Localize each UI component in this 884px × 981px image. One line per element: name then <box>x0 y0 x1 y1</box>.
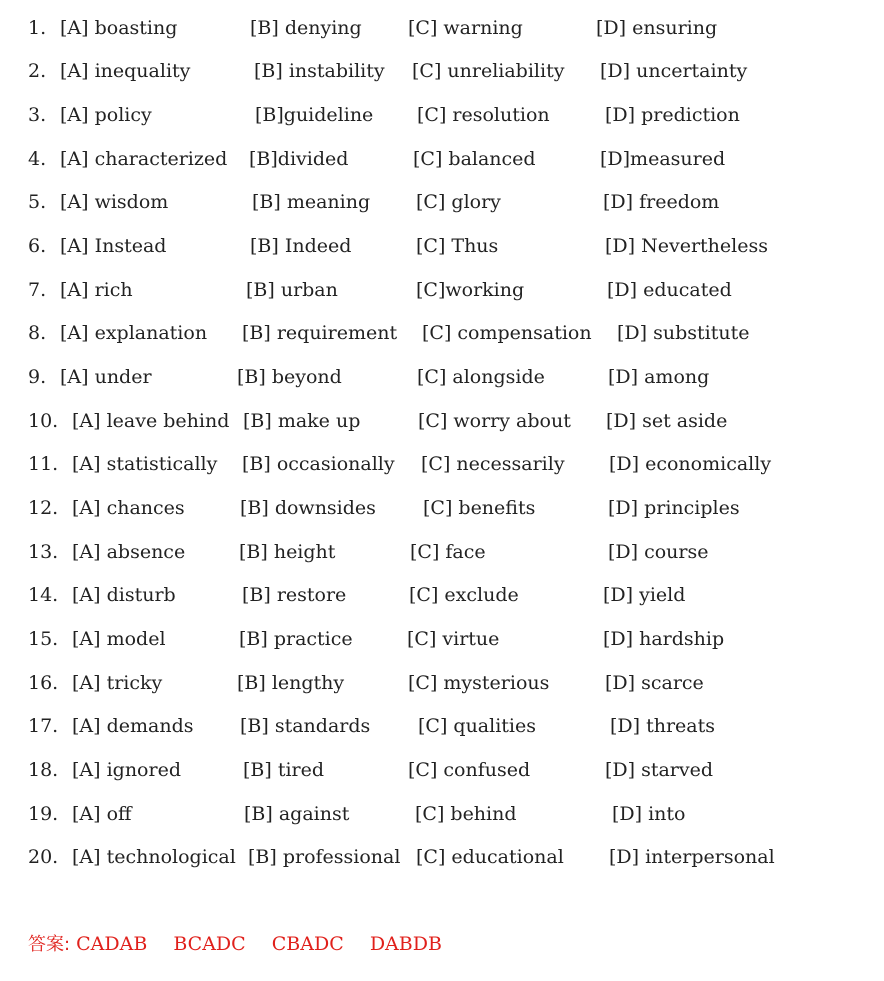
option-b: [B] practice <box>239 628 353 650</box>
option-a: [A] tricky <box>72 672 163 694</box>
option-c: [C] exclude <box>409 584 519 606</box>
option-d: [D] freedom <box>603 191 720 213</box>
option-d: [D] interpersonal <box>609 846 775 868</box>
question-number: 18. <box>28 759 59 781</box>
option-c: [C] alongside <box>417 366 545 388</box>
option-c: [C] behind <box>415 803 517 825</box>
option-a: [A] leave behind <box>72 410 230 432</box>
option-c: [C] necessarily <box>421 453 565 475</box>
option-b: [B] tired <box>243 759 325 781</box>
option-c: [C] educational <box>416 846 564 868</box>
question-row <box>0 13 884 43</box>
question-row <box>0 711 884 741</box>
option-d: [D] into <box>612 803 686 825</box>
option-a: [A] chances <box>72 497 185 519</box>
option-a: [A] rich <box>60 279 133 301</box>
option-a: [A] policy <box>60 104 152 126</box>
option-d: [D] economically <box>609 453 772 475</box>
question-row <box>0 187 884 217</box>
option-b: [B] restore <box>242 584 347 606</box>
question-number: 6. <box>28 235 47 257</box>
question-row <box>0 799 884 829</box>
option-a: [A] wisdom <box>60 191 169 213</box>
option-b: [B] meaning <box>252 191 371 213</box>
option-a: [A] characterized <box>60 148 228 170</box>
option-c: [C] virtue <box>407 628 500 650</box>
question-number: 15. <box>28 628 59 650</box>
option-a: [A] inequality <box>60 60 191 82</box>
option-d: [D] set aside <box>606 410 728 432</box>
option-d: [D] ensuring <box>596 17 718 39</box>
option-d: [D] scarce <box>605 672 704 694</box>
answer-group: DABDB <box>369 933 442 955</box>
question-number: 14. <box>28 584 59 606</box>
option-b: [B] make up <box>243 410 361 432</box>
option-d: [D] educated <box>607 279 732 301</box>
option-d: [D] principles <box>608 497 740 519</box>
option-b: [B] beyond <box>237 366 342 388</box>
option-c: [C]working <box>416 279 525 301</box>
option-c: [C] face <box>410 541 486 563</box>
option-c: [C] unreliability <box>412 60 565 82</box>
option-b: [B]divided <box>249 148 349 170</box>
question-number: 4. <box>28 148 47 170</box>
option-d: [D]measured <box>600 148 726 170</box>
question-number: 20. <box>28 846 59 868</box>
question-number: 8. <box>28 322 47 344</box>
option-a: [A] explanation <box>60 322 208 344</box>
option-b: [B] denying <box>250 17 362 39</box>
question-row <box>0 231 884 261</box>
option-d: [D] starved <box>605 759 714 781</box>
question-row <box>0 362 884 392</box>
option-a: [A] absence <box>72 541 186 563</box>
question-number: 9. <box>28 366 47 388</box>
option-d: [D] among <box>608 366 710 388</box>
answer-group: CADAB <box>76 933 148 955</box>
question-row <box>0 580 884 610</box>
answer-group: CBADC <box>271 933 344 955</box>
question-row <box>0 56 884 86</box>
question-number: 3. <box>28 104 47 126</box>
answer-group: BCADC <box>173 933 246 955</box>
answer-key-label: 答案: <box>28 934 71 955</box>
question-number: 13. <box>28 541 59 563</box>
option-a: [A] Instead <box>60 235 167 257</box>
option-a: [A] boasting <box>60 17 178 39</box>
question-row <box>0 842 884 872</box>
option-b: [B] Indeed <box>250 235 352 257</box>
option-a: [A] disturb <box>72 584 176 606</box>
option-b: [B] against <box>244 803 350 825</box>
question-row <box>0 406 884 436</box>
question-row <box>0 449 884 479</box>
option-c: [C] benefits <box>423 497 536 519</box>
option-b: [B]guideline <box>255 104 374 126</box>
option-d: [D] yield <box>603 584 686 606</box>
question-row <box>0 624 884 654</box>
option-b: [B] urban <box>246 279 338 301</box>
question-row <box>0 144 884 174</box>
question-row <box>0 537 884 567</box>
option-d: [D] course <box>608 541 709 563</box>
option-b: [B] occasionally <box>242 453 395 475</box>
option-c: [C] resolution <box>417 104 550 126</box>
question-row <box>0 100 884 130</box>
option-b: [B] lengthy <box>237 672 345 694</box>
answer-key <box>28 929 462 960</box>
question-number: 16. <box>28 672 59 694</box>
question-number: 7. <box>28 279 47 301</box>
option-d: [D] substitute <box>617 322 750 344</box>
option-c: [C] compensation <box>422 322 592 344</box>
option-c: [C] warning <box>408 17 523 39</box>
question-number: 17. <box>28 715 59 737</box>
question-row <box>0 668 884 698</box>
option-c: [C] balanced <box>413 148 536 170</box>
question-number: 2. <box>28 60 47 82</box>
option-a: [A] under <box>60 366 152 388</box>
option-b: [B] instability <box>254 60 385 82</box>
option-a: [A] ignored <box>72 759 181 781</box>
question-number: 5. <box>28 191 47 213</box>
option-b: [B] professional <box>248 846 401 868</box>
option-a: [A] demands <box>72 715 194 737</box>
option-a: [A] off <box>72 803 132 825</box>
option-d: [D] Nevertheless <box>605 235 768 257</box>
option-d: [D] prediction <box>605 104 740 126</box>
question-number: 19. <box>28 803 59 825</box>
question-number: 11. <box>28 453 59 475</box>
option-c: [C] qualities <box>418 715 536 737</box>
option-b: [B] height <box>239 541 336 563</box>
option-d: [D] hardship <box>603 628 725 650</box>
option-d: [D] threats <box>610 715 716 737</box>
question-row <box>0 493 884 523</box>
option-c: [C] Thus <box>416 235 499 257</box>
option-c: [C] glory <box>416 191 501 213</box>
option-a: [A] model <box>72 628 166 650</box>
question-number: 12. <box>28 497 59 519</box>
option-b: [B] downsides <box>240 497 376 519</box>
option-b: [B] standards <box>240 715 371 737</box>
option-a: [A] technological <box>72 846 236 868</box>
option-c: [C] mysterious <box>408 672 550 694</box>
question-number: 1. <box>28 17 47 39</box>
question-row <box>0 318 884 348</box>
question-row <box>0 275 884 305</box>
option-d: [D] uncertainty <box>600 60 748 82</box>
question-number: 10. <box>28 410 59 432</box>
option-c: [C] confused <box>408 759 531 781</box>
question-row <box>0 755 884 785</box>
option-c: [C] worry about <box>418 410 571 432</box>
option-b: [B] requirement <box>242 322 398 344</box>
option-a: [A] statistically <box>72 453 218 475</box>
